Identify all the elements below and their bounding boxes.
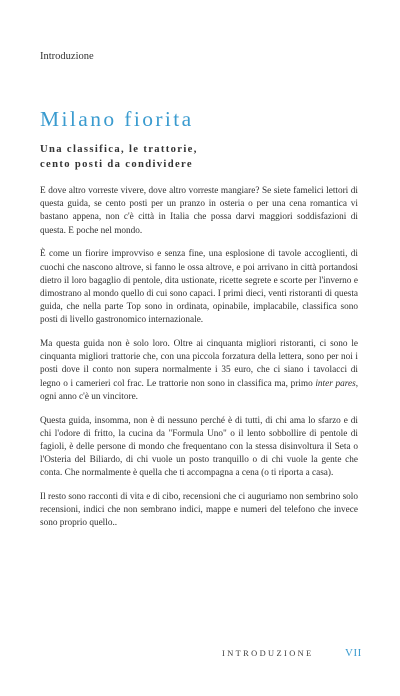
paragraph-1: E dove altro vorreste vivere, dove altro vorreste mangiare? Se siete famelici lettori di questa guida, se cento posti per un pranzo in osteria o per una cena romantica vi bastano appena, non c'è città in Italia che possa darvi maggiori soddisfazioni di questa. E poche nel mondo. [40, 186, 358, 236]
paragraph-5: Il resto sono racconti di vita e di cibo, recensioni che ci auguriamo non sembrino solo recensioni, indici che non sembrano indici, mappe e numeri del telefono che invece sono proprio quello.. [40, 492, 358, 529]
subtitle-line-1: Una classifica, le trattorie, [40, 144, 198, 155]
body-text [40, 185, 358, 541]
page-footer [222, 649, 364, 658]
subtitle-line-2: cento posti da condividere [40, 159, 193, 170]
chapter-subtitle [40, 142, 198, 172]
footer-label: INTRODUZIONE [222, 649, 314, 658]
paragraph-2: È come un fiorire improvviso e senza fine, una esplosione di tavole accoglienti, di cuochi che nascono altrove, si fanno le ossa altrove, e poi arrivano in città portandosi dietro il loro bagaglio di pentole, dita ustionate, ricette segrete e scorte per l'inverno e dimostrano al mondo quello di cui sono capaci. I primi dieci, venti ristoranti di questa guida, che nella parte Top sono in ordinata, opinabile, implacabile, classifica sono posti di livello gastronomico internazionale. [40, 249, 358, 326]
section-label: Introduzione [40, 51, 94, 62]
paragraph-3-text: Ma questa guida non è solo loro. Oltre ai cinquanta migliori ristoranti, ci sono le cinquanta migliori trattorie che, con una piccola forzatura della lettera, sono per noi i posti dove il conto non supera normalmente i 35 euro, che ci siano i tavolacci di legno o i camerieri col frac. Le trattorie non sono in classifica ma, primo [40, 339, 358, 389]
page-number: VII [345, 647, 362, 659]
paragraph-3-tail: , ogni anno c'è un vincitore. [40, 378, 358, 402]
paragraph-3 [40, 338, 358, 404]
paragraph-4: Questa guida, insomma, non è di nessuno perché è di tutti, di chi ama lo sfarzo e di chi l'odore di fritto, la cucina da "Formula Uno" o il lento sobbollire di pentole di fagioli, è delle persone di mondo che frequentano con la stessa disinvoltura il Seta o l'Osteria del Biliardo, di chi vuole un posto tranquillo o di chi vuole la gente che conta. Che normalmente è quella che ti accompagna a cena (o ti riporta a casa). [40, 415, 358, 479]
chapter-title: Milano fiorita [40, 107, 194, 131]
paragraph-3-italic: inter pares [315, 378, 356, 389]
